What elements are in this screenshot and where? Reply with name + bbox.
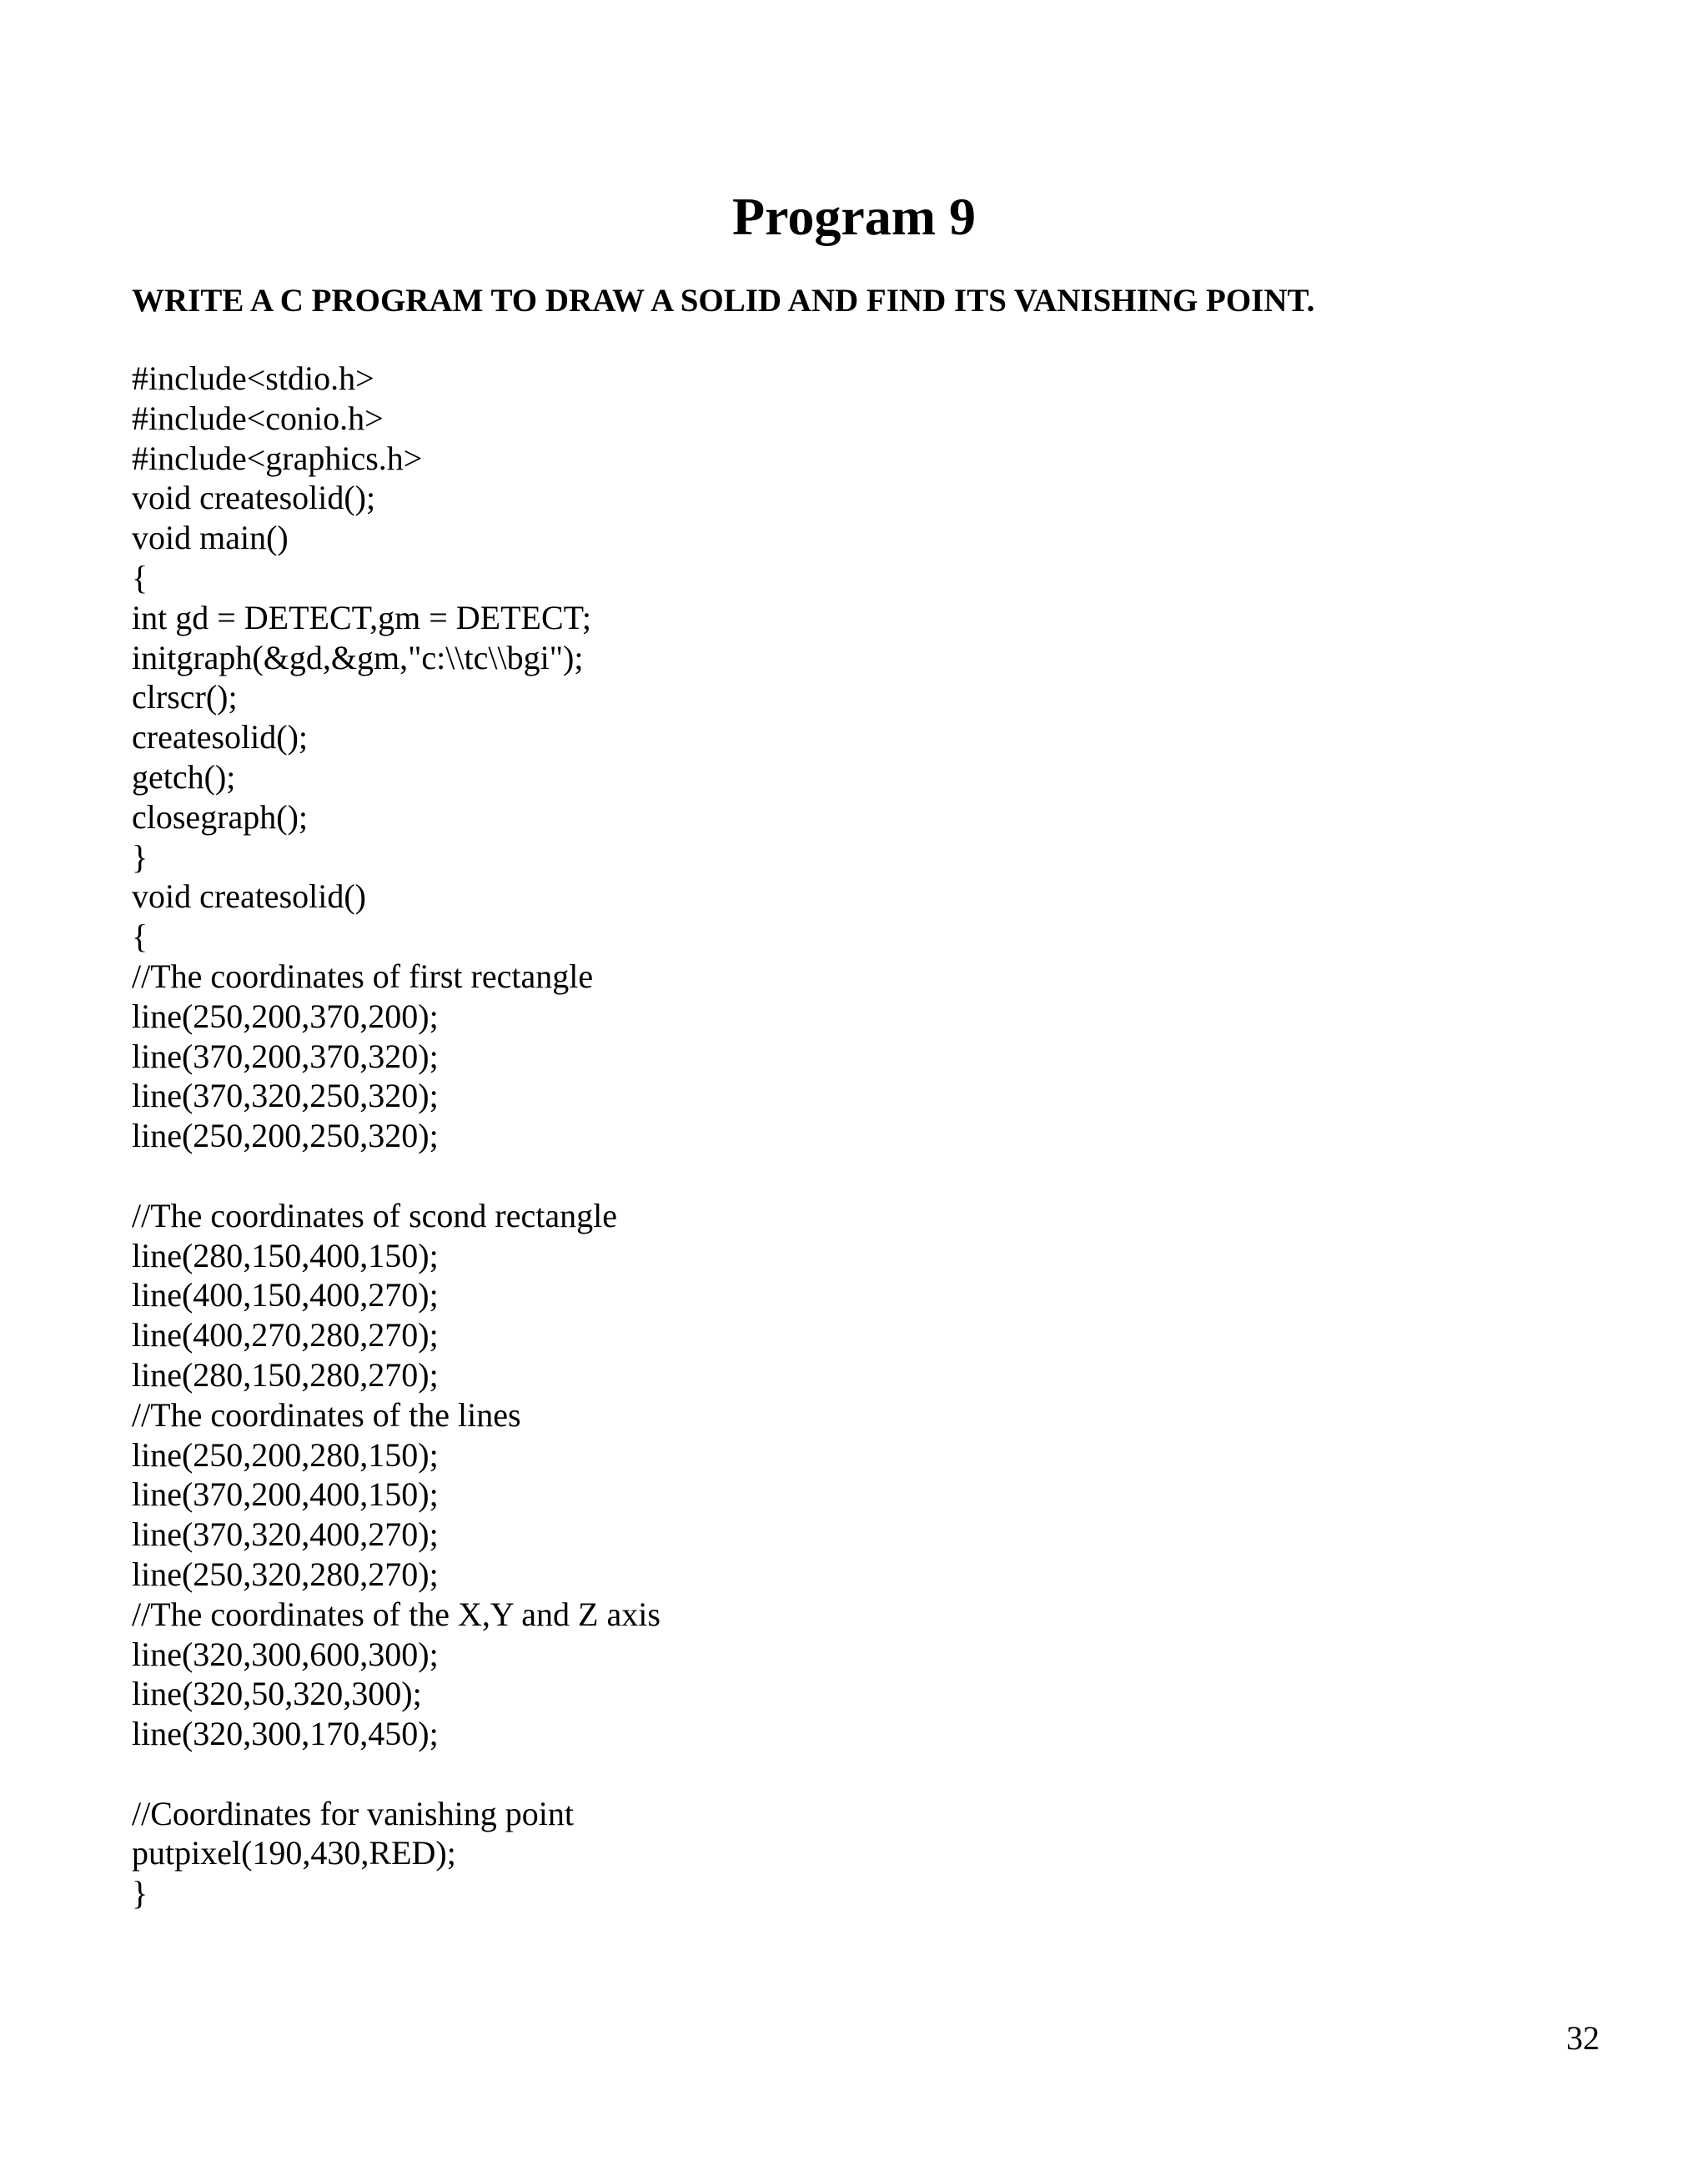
code-line: #include<graphics.h> (132, 439, 423, 477)
code-line: closegraph(); (132, 797, 309, 836)
code-line: void createsolid(); (132, 479, 376, 517)
code-line: getch(); (132, 757, 236, 796)
code-line: initgraph(&gd,&gm,"c:\\tc\\bgi"); (132, 638, 584, 676)
code-line: line(250,200,280,150); (132, 1435, 439, 1474)
code-line: int gd = DETECT,gm = DETECT; (132, 598, 591, 636)
code-line: { (132, 917, 148, 956)
code-line: putpixel(190,430,RED); (132, 1834, 456, 1872)
code-line: line(250,200,250,320); (132, 1117, 439, 1155)
code-line: line(370,200,400,150); (132, 1475, 439, 1514)
code-line: void main() (132, 519, 289, 557)
program-heading: WRITE A C PROGRAM TO DRAW A SOLID AND FIND ITS VANISHING POINT. (132, 283, 1315, 319)
code-line: line(370,320,400,270); (132, 1515, 439, 1554)
code-line: //The coordinates of first rectangle (132, 957, 594, 995)
code-line: line(320,300,600,300); (132, 1635, 439, 1673)
code-line: } (132, 1874, 148, 1912)
code-line: //The coordinates of the lines (132, 1395, 521, 1434)
code-line: #include<stdio.h> (132, 359, 374, 397)
code-line (132, 1156, 661, 1196)
code-line: line(320,50,320,300); (132, 1675, 422, 1713)
code-line: createsolid(); (132, 718, 308, 756)
program-title: Program 9 (731, 187, 977, 246)
code-line: clrscr(); (132, 678, 238, 716)
code-listing (132, 359, 661, 1913)
code-line: line(370,320,250,320); (132, 1077, 439, 1115)
code-line: line(280,150,400,150); (132, 1236, 439, 1274)
code-line: //The coordinates of scond rectangle (132, 1196, 617, 1234)
code-line: { (132, 558, 148, 596)
code-line: line(320,300,170,450); (132, 1715, 439, 1753)
code-line: //The coordinates of the X,Y and Z axis (132, 1595, 661, 1633)
code-line: //Coordinates for vanishing point (132, 1794, 574, 1832)
code-line: line(400,150,400,270); (132, 1276, 439, 1314)
page-number: 32 (1566, 2019, 1600, 2057)
code-line: line(370,200,370,320); (132, 1037, 439, 1075)
code-line: line(250,200,370,200); (132, 997, 439, 1035)
code-line (132, 1754, 661, 1794)
code-line: line(250,320,280,270); (132, 1555, 439, 1593)
code-line: void createsolid() (132, 877, 366, 916)
code-line: line(400,270,280,270); (132, 1316, 439, 1354)
code-line: line(280,150,280,270); (132, 1355, 439, 1394)
code-line: } (132, 837, 148, 876)
code-line: #include<conio.h> (132, 399, 384, 437)
